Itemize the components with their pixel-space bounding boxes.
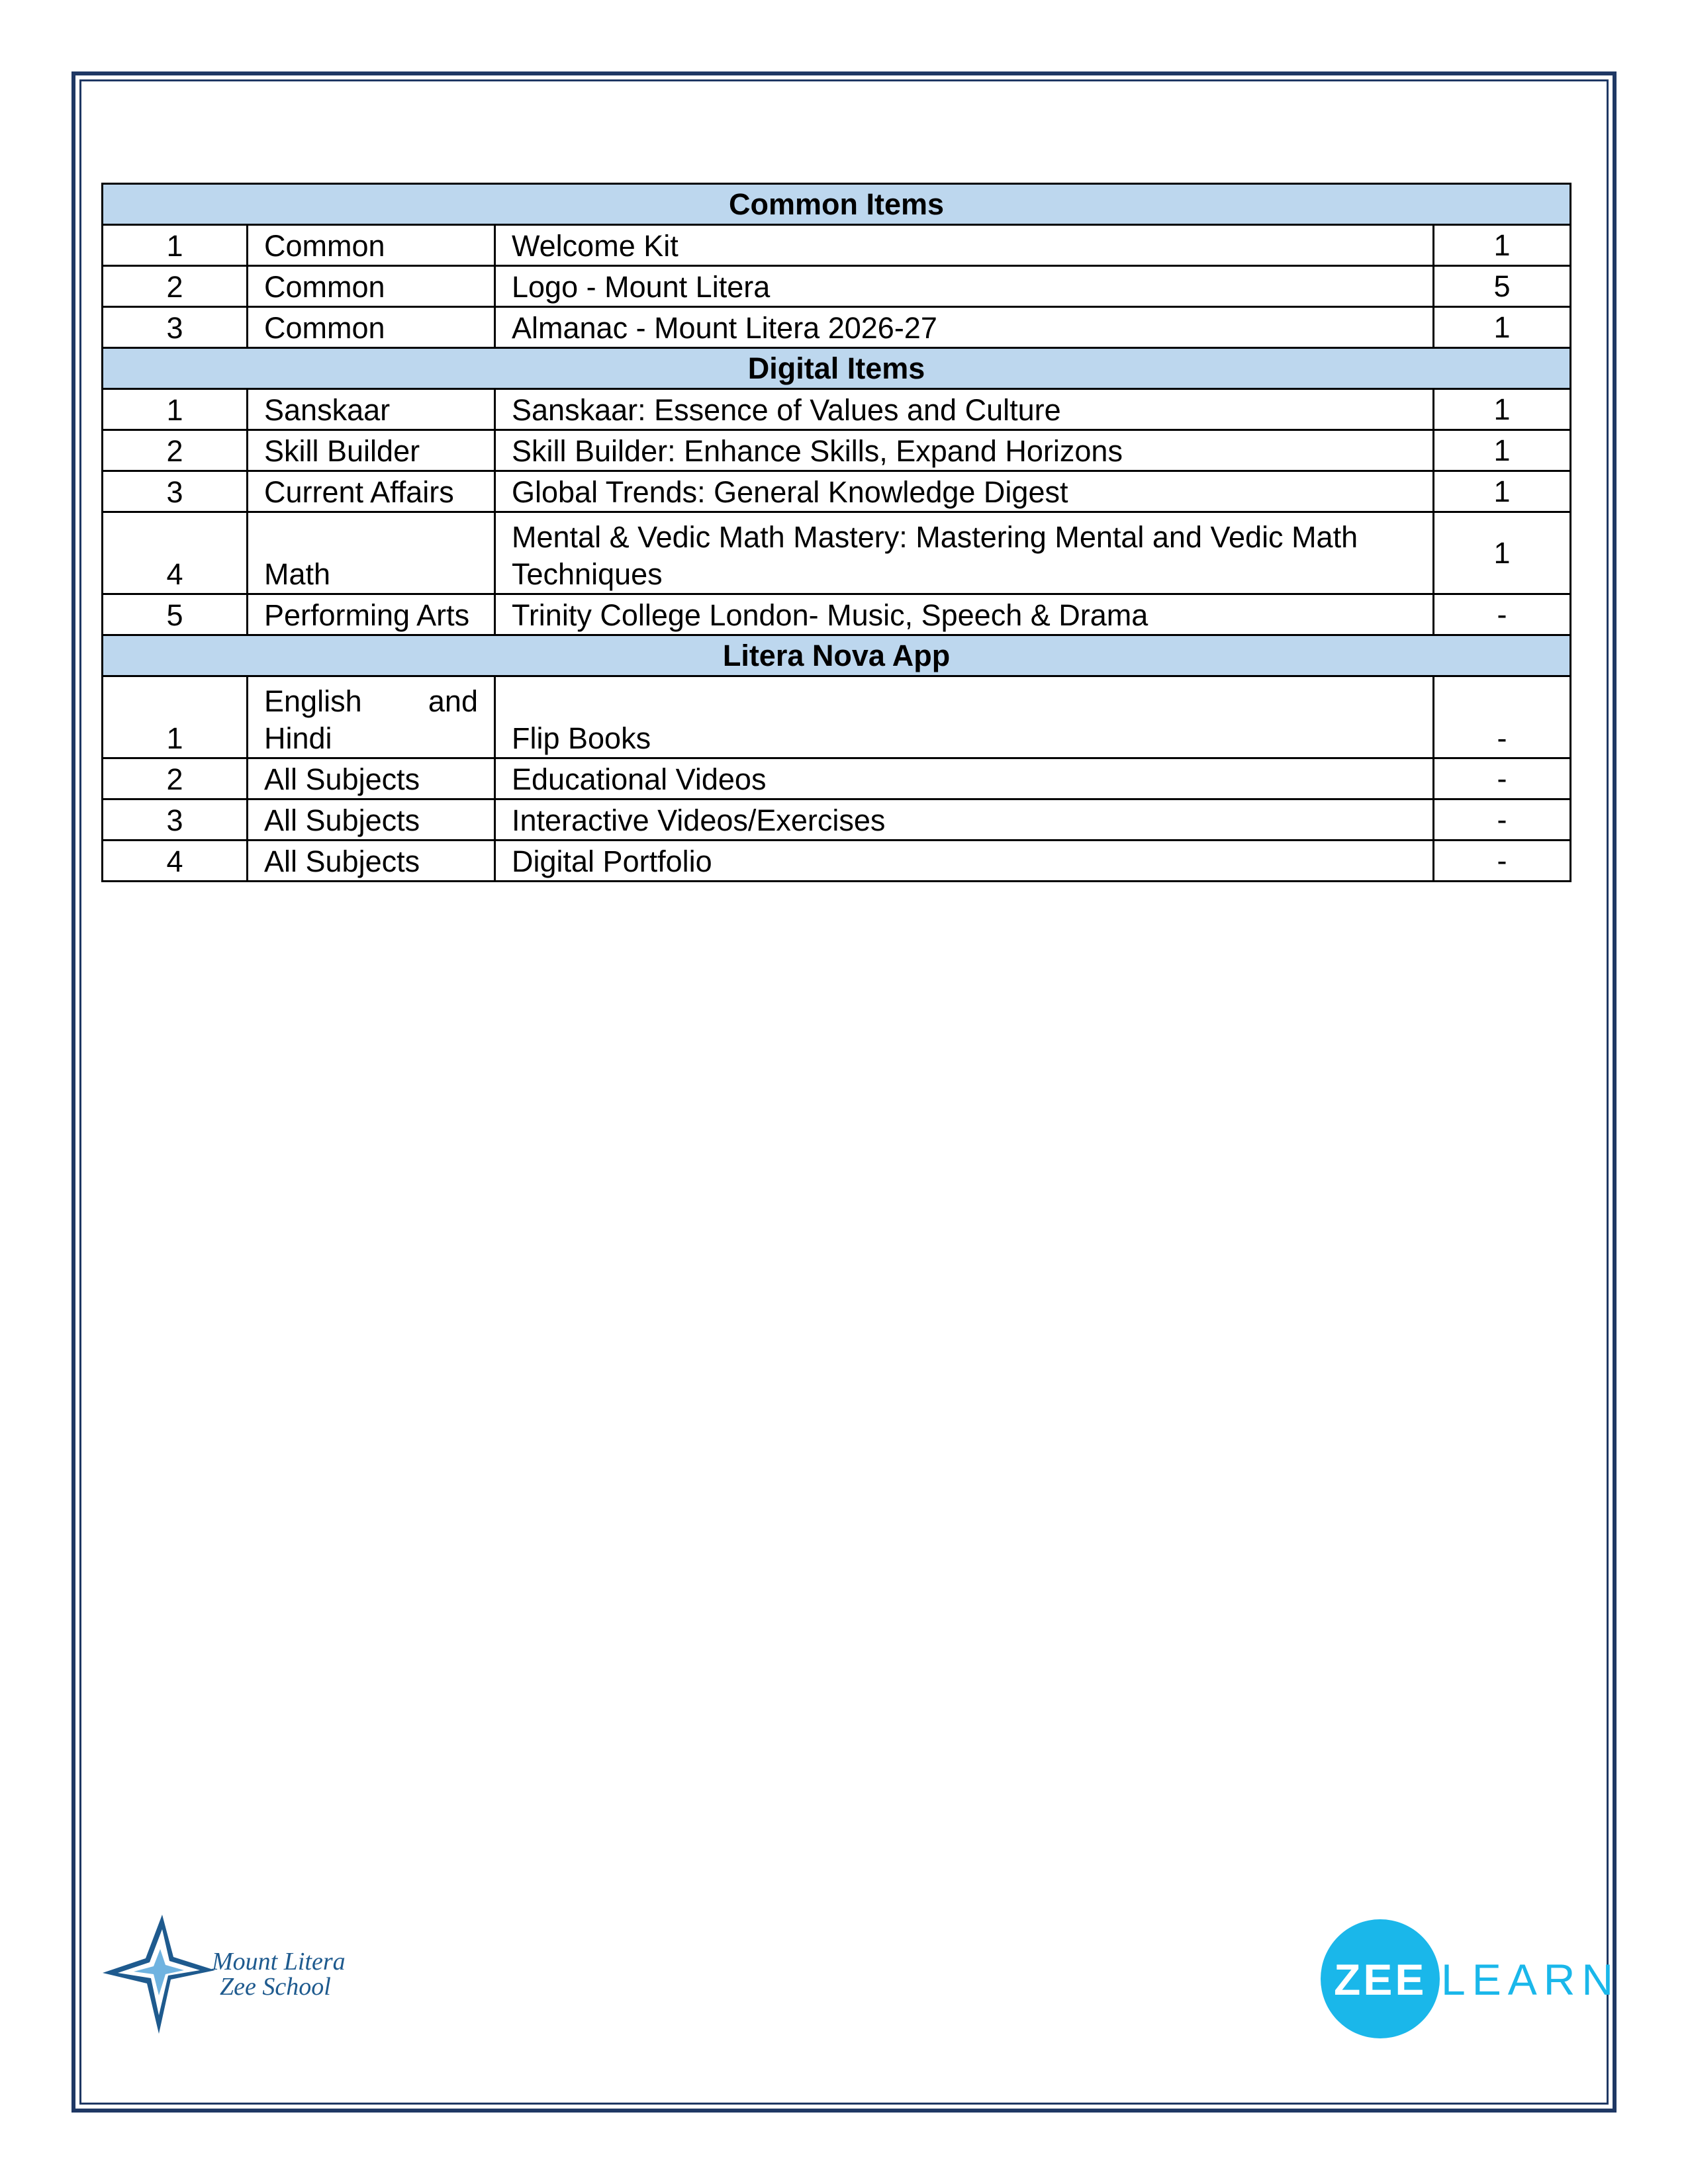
section-header-row <box>103 348 1571 389</box>
row-number: 4 <box>103 512 248 594</box>
row-category: All Subjects <box>248 841 495 882</box>
mount-litera-logo <box>99 1909 357 2038</box>
row-quantity: - <box>1434 799 1571 841</box>
section-title-digital-items: Digital Items <box>103 348 1571 389</box>
logo-zee-text: ZEE <box>1334 1955 1427 2004</box>
row-number: 2 <box>103 758 248 799</box>
table-row <box>103 430 1571 471</box>
row-number: 4 <box>103 841 248 882</box>
logo-learn-text: LEARN <box>1441 1955 1620 2004</box>
table-row <box>103 676 1571 758</box>
zee-learn-logo <box>1321 1919 1620 2045</box>
row-category: Skill Builder <box>248 430 495 471</box>
table-row <box>103 841 1571 882</box>
row-item: Logo - Mount Litera <box>495 266 1434 307</box>
section-header-row <box>103 184 1571 225</box>
table-row <box>103 471 1571 512</box>
row-item: Welcome Kit <box>495 225 1434 266</box>
row-number: 3 <box>103 471 248 512</box>
row-item: Skill Builder: Enhance Skills, Expand Horizons <box>495 430 1434 471</box>
row-number: 2 <box>103 430 248 471</box>
table-row <box>103 307 1571 348</box>
row-item: Global Trends: General Knowledge Digest <box>495 471 1434 512</box>
logo-line-1: Mount Litera <box>212 1948 346 1976</box>
row-number: 1 <box>103 676 248 758</box>
row-quantity: 1 <box>1434 471 1571 512</box>
row-item: Interactive Videos/Exercises <box>495 799 1434 841</box>
section-title-common-items: Common Items <box>103 184 1571 225</box>
row-number: 2 <box>103 266 248 307</box>
row-item: Trinity College London- Music, Speech & Drama <box>495 594 1434 635</box>
row-category: Common <box>248 307 495 348</box>
table-row <box>103 799 1571 841</box>
row-item: Digital Portfolio <box>495 841 1434 882</box>
table-row <box>103 594 1571 635</box>
section-title-litera-nova-app: Litera Nova App <box>103 635 1571 676</box>
row-category: All Subjects <box>248 758 495 799</box>
row-category: Common <box>248 266 495 307</box>
table-row <box>103 225 1571 266</box>
row-quantity: 1 <box>1434 225 1571 266</box>
table-row <box>103 389 1571 430</box>
row-category: Current Affairs <box>248 471 495 512</box>
row-quantity: - <box>1434 841 1571 882</box>
row-item: Educational Videos <box>495 758 1434 799</box>
row-quantity: - <box>1434 758 1571 799</box>
row-quantity: 1 <box>1434 389 1571 430</box>
row-number: 1 <box>103 389 248 430</box>
row-number: 3 <box>103 799 248 841</box>
row-number: 1 <box>103 225 248 266</box>
row-category: Common <box>248 225 495 266</box>
row-quantity: - <box>1434 676 1571 758</box>
row-quantity: 1 <box>1434 307 1571 348</box>
row-quantity: - <box>1434 594 1571 635</box>
row-item: Sanskaar: Essence of Values and Culture <box>495 389 1434 430</box>
table-row <box>103 758 1571 799</box>
row-quantity: 5 <box>1434 266 1571 307</box>
row-category: Performing Arts <box>248 594 495 635</box>
star-icon <box>99 1909 218 2038</box>
row-number: 3 <box>103 307 248 348</box>
table-row <box>103 512 1571 594</box>
row-number: 5 <box>103 594 248 635</box>
kit-items-table <box>101 183 1571 882</box>
row-quantity: 1 <box>1434 430 1571 471</box>
row-item: Mental & Vedic Math Mastery: Mastering Mental and Vedic Math Techniques <box>495 512 1434 594</box>
row-item: Almanac - Mount Litera 2026-27 <box>495 307 1434 348</box>
row-quantity: 1 <box>1434 512 1571 594</box>
row-category: All Subjects <box>248 799 495 841</box>
row-item: Flip Books <box>495 676 1434 758</box>
logo-line-2: Zee School <box>220 1973 331 2001</box>
row-category: Math <box>248 512 495 594</box>
logo-text <box>212 1949 346 1999</box>
row-category: English and Hindi <box>248 676 495 758</box>
table-row <box>103 266 1571 307</box>
row-category: Sanskaar <box>248 389 495 430</box>
section-header-row <box>103 635 1571 676</box>
